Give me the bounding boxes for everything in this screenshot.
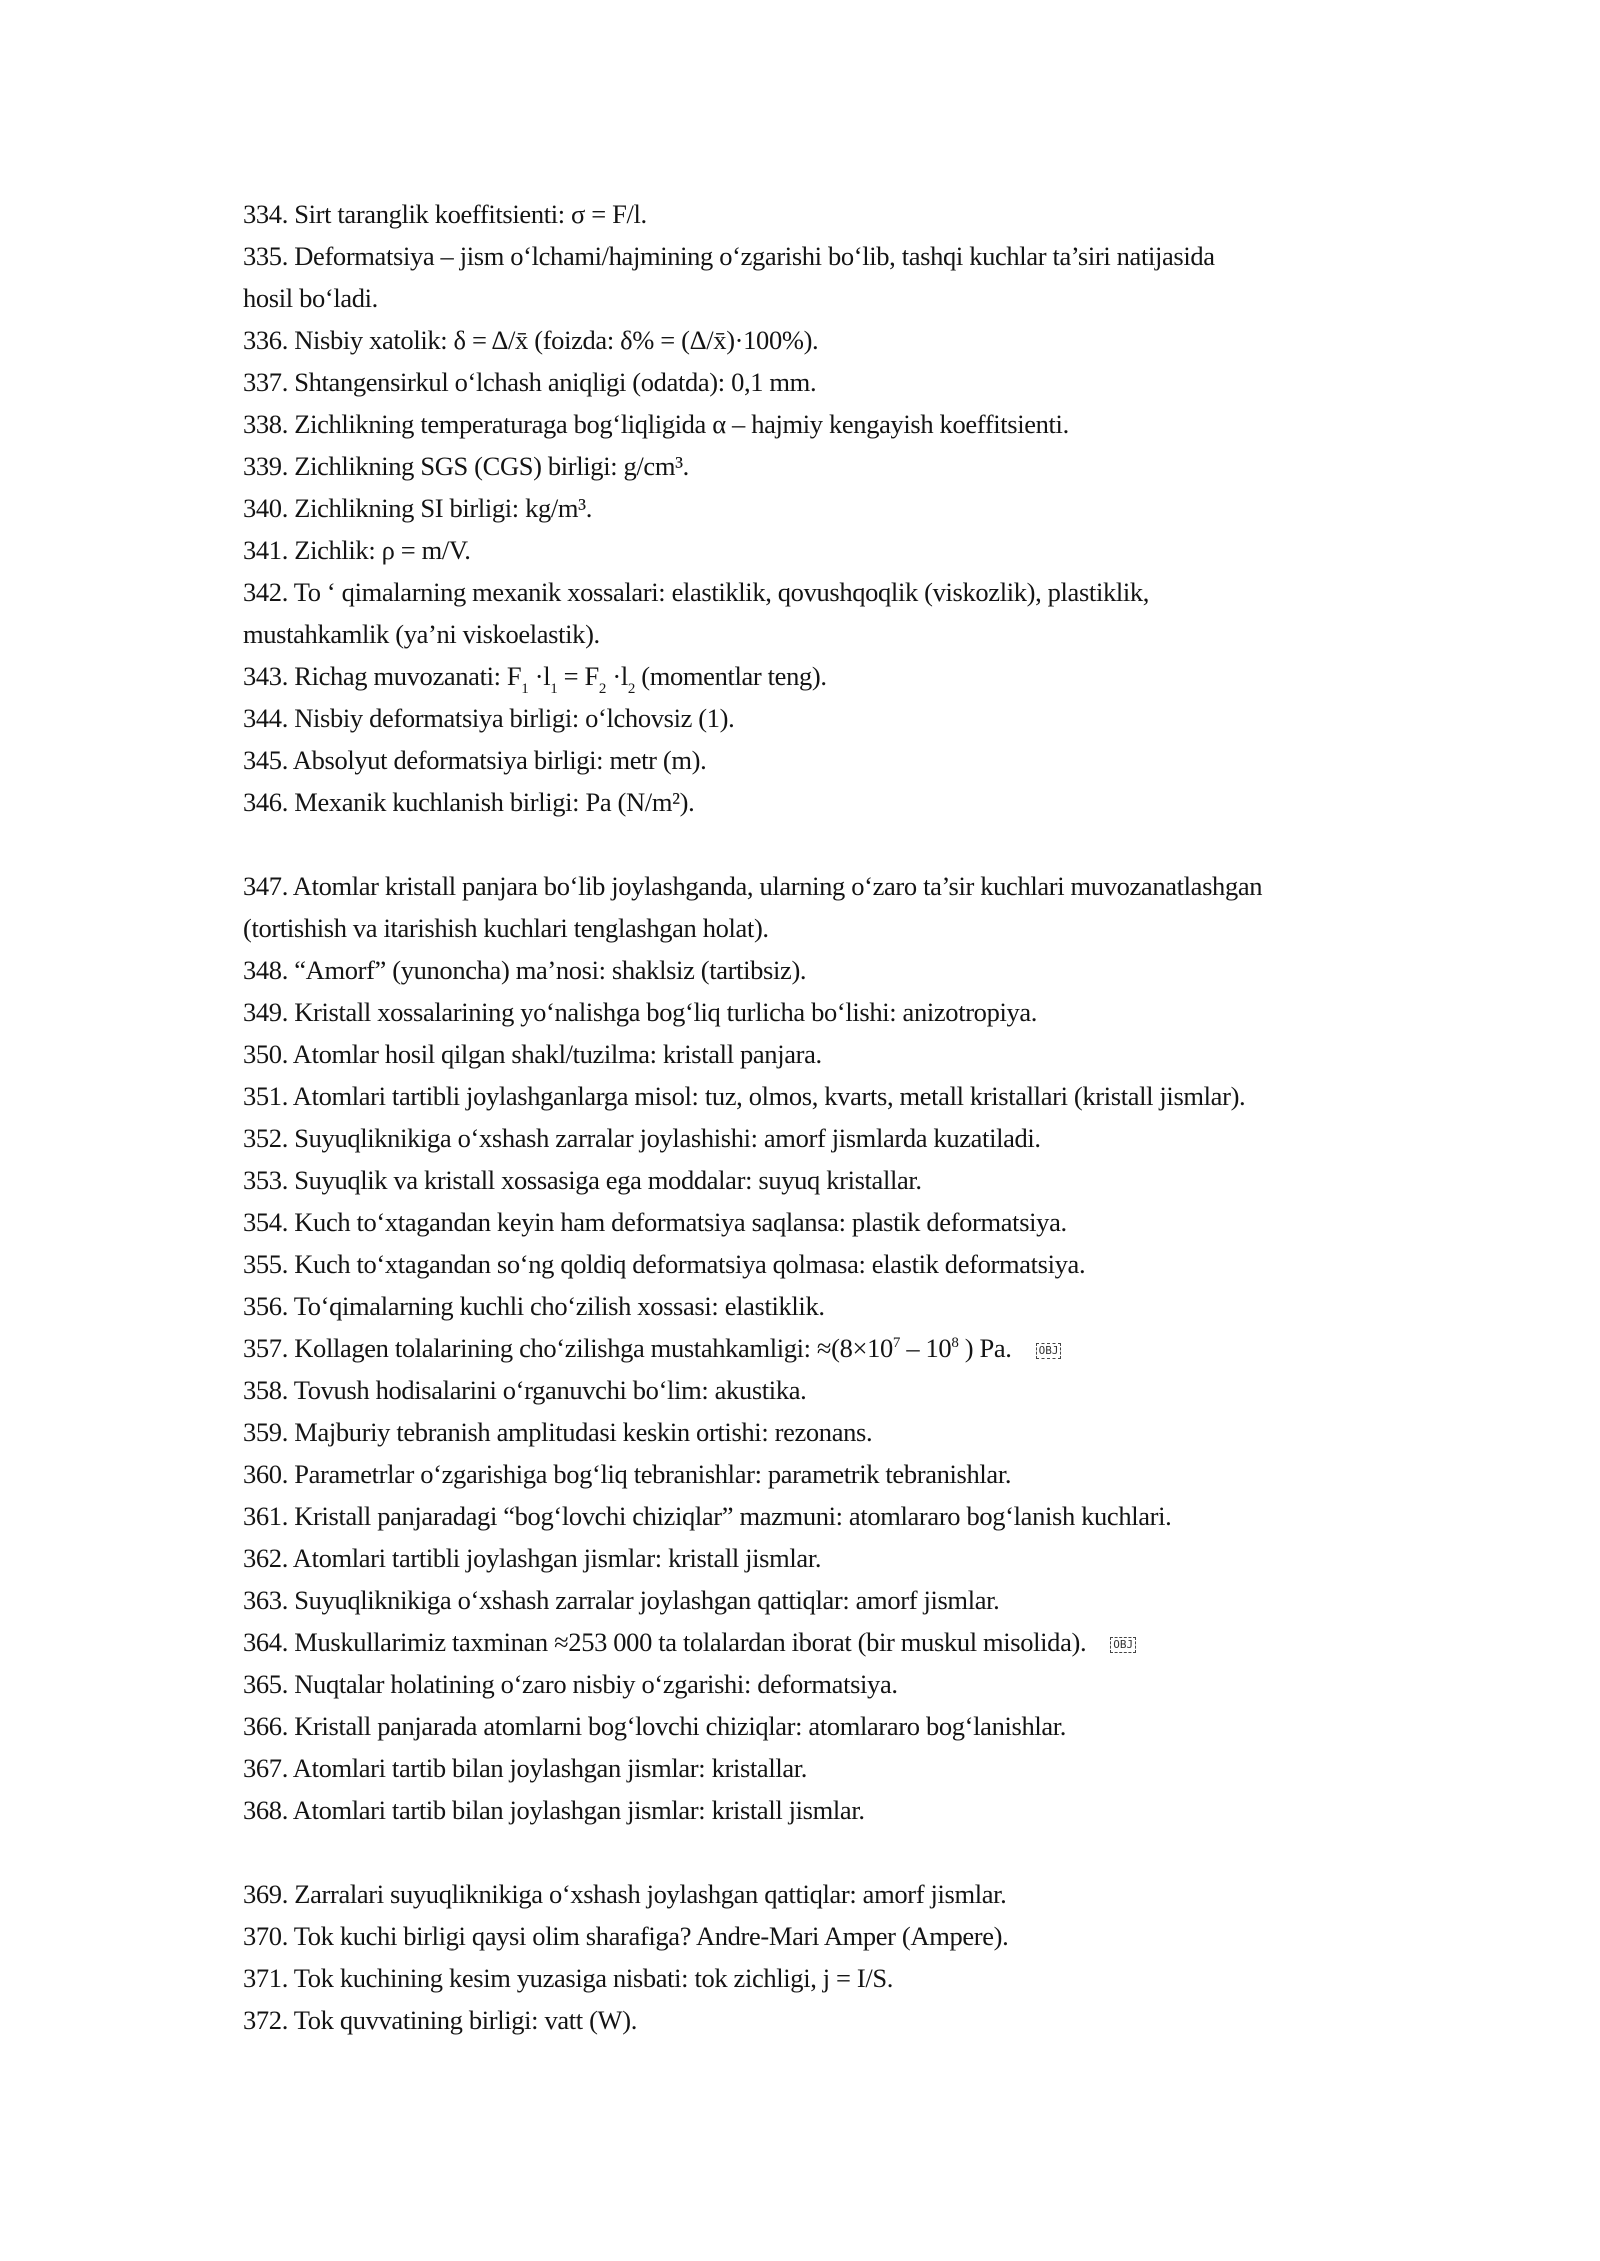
item-347-line-1: 347. Atomlar kristall panjara bo‘lib joylashganda, ularning o‘zaro ta’sir kuchlari muvozanatlashgan <box>243 871 1263 901</box>
item-338: 338. Zichlikning temperaturaga bog‘liqligida α – hajmiy kengayish koeffitsienti. <box>243 409 1069 439</box>
item-341: 341. Zichlik: ρ = m/V. <box>243 535 471 565</box>
item-344: 344. Nisbiy deformatsiya birligi: o‘lchovsiz (1). <box>243 703 735 733</box>
item-357 <box>243 1327 1378 1369</box>
item-351: 351. Atomlari tartibli joylashganlarga misol: tuz, olmos, kvarts, metall kristallari (kristall jismlar). <box>243 1081 1246 1111</box>
item-343 <box>243 655 1378 697</box>
section-gap <box>243 1831 1378 1873</box>
item-345: 345. Absolyut deformatsiya birligi: metr (m). <box>243 745 707 775</box>
item-343-text-a: 343. Richag muvozanati: F <box>243 661 522 691</box>
item-370: 370. Tok kuchi birligi qaysi olim sharafiga? Andre-Mari Amper (Ampere). <box>243 1921 1009 1951</box>
item-342-line-2: mustahkamlik (ya’ni viskoelastik). <box>243 619 600 649</box>
item-356: 356. To‘qimalarning kuchli cho‘zilish xossasi: elastiklik. <box>243 1291 825 1321</box>
item-365: 365. Nuqtalar holatining o‘zaro nisbiy o‘zgarishi: deformatsiya. <box>243 1669 898 1699</box>
item-361: 361. Kristall panjaradagi “bog‘lovchi chiziqlar” mazmuni: atomlararo bog‘lanish kuchlari. <box>243 1501 1172 1531</box>
item-353: 353. Suyuqlik va kristall xossasiga ega moddalar: suyuq kristallar. <box>243 1165 922 1195</box>
subscript-1: 1 <box>521 681 529 697</box>
section-gap <box>243 823 1378 865</box>
item-354: 354. Kuch to‘xtagandan keyin ham deformatsiya saqlansa: plastik deformatsiya. <box>243 1207 1067 1237</box>
superscript-7: 7 <box>892 1335 901 1351</box>
item-349: 349. Kristall xossalarining yo‘nalishga bog‘liq turlicha bo‘lishi: anizotropiya. <box>243 997 1038 1027</box>
item-347-line-2: (tortishish va itarishish kuchlari tenglashgan holat). <box>243 913 769 943</box>
item-367: 367. Atomlari tartib bilan joylashgan jismlar: kristallar. <box>243 1753 808 1783</box>
item-343-text-c: = F <box>557 661 599 691</box>
item-343-text-d: ·l <box>606 661 628 691</box>
item-346: 346. Mexanik kuchlanish birligi: Pa (N/m²). <box>243 787 695 817</box>
item-358: 358. Tovush hodisalarini o‘rganuvchi bo‘lim: akustika. <box>243 1375 807 1405</box>
item-366: 366. Kristall panjarada atomlarni bog‘lovchi chiziqlar: atomlararo bog‘lanishlar. <box>243 1711 1067 1741</box>
subscript-1b: 1 <box>550 681 558 697</box>
item-364-text: 364. Muskullarimiz taxminan ≈253 000 ta tolalardan iborat (bir muskul misolida). <box>243 1627 1087 1657</box>
item-339: 339. Zichlikning SGS (CGS) birligi: g/cm³. <box>243 451 689 481</box>
item-359: 359. Majburiy tebranish amplitudasi keskin ortishi: rezonans. <box>243 1417 873 1447</box>
item-363: 363. Suyuqliknikiga o‘xshash zarralar joylashgan qattiqlar: amorf jismlar. <box>243 1585 1000 1615</box>
superscript-8: 8 <box>951 1335 959 1351</box>
item-368: 368. Atomlari tartib bilan joylashgan jismlar: kristall jismlar. <box>243 1795 865 1825</box>
item-343-text-b: ·l <box>528 661 551 691</box>
item-371: 371. Tok kuchining kesim yuzasiga nisbati: tok zichligi, j = I/S. <box>243 1963 894 1993</box>
item-337: 337. Shtangensirkul o‘lchash aniqligi (odatda): 0,1 mm. <box>243 367 817 397</box>
item-343-text-e: (momentlar teng). <box>635 661 827 691</box>
item-364 <box>243 1621 1378 1663</box>
item-357-text-c: ) Pa. <box>958 1333 1012 1363</box>
object-placeholder-icon: OBJ <box>1036 1343 1062 1359</box>
object-placeholder-icon: OBJ <box>1110 1637 1136 1653</box>
item-355: 355. Kuch to‘xtagandan so‘ng qoldiq deformatsiya qolmasa: elastik deformatsiya. <box>243 1249 1086 1279</box>
item-335-line-2: hosil bo‘ladi. <box>243 283 378 313</box>
item-357-text-b: – 10 <box>900 1333 952 1363</box>
item-340: 340. Zichlikning SI birligi: kg/m³. <box>243 493 593 523</box>
subscript-2b: 2 <box>627 681 635 697</box>
item-372: 372. Tok quvvatining birligi: vatt (W). <box>243 2005 637 2035</box>
item-336: 336. Nisbiy xatolik: δ = Δ/x̄ (foizda: δ% = (Δ/x̄)·100%). <box>243 325 819 355</box>
item-352: 352. Suyuqliknikiga o‘xshash zarralar joylashishi: amorf jismlarda kuzatiladi. <box>243 1123 1041 1153</box>
item-348: 348. “Amorf” (yunoncha) ma’nosi: shaklsiz (tartibsiz). <box>243 955 807 985</box>
subscript-2: 2 <box>598 681 607 697</box>
item-335-line-1: 335. Deformatsiya – jism o‘lchami/hajmining o‘zgarishi bo‘lib, tashqi kuchlar ta’siri natijasida <box>243 241 1215 271</box>
item-360: 360. Parametrlar o‘zgarishiga bog‘liq tebranishlar: parametrik tebranishlar. <box>243 1459 1012 1489</box>
item-350: 350. Atomlar hosil qilgan shakl/tuzilma: kristall panjara. <box>243 1039 822 1069</box>
document-body <box>243 193 1378 2041</box>
item-362: 362. Atomlari tartibli joylashgan jismlar: kristall jismlar. <box>243 1543 822 1573</box>
item-342-line-1: 342. To ‘ qimalarning mexanik xossalari: elastiklik, qovushqoqlik (viskozlik), plastiklik, <box>243 577 1150 607</box>
item-334: 334. Sirt taranglik koeffitsienti: σ = F/l. <box>243 199 647 229</box>
item-357-text-a: 357. Kollagen tolalarining cho‘zilishga mustahkamligi: ≈(8×10 <box>243 1333 893 1363</box>
item-369: 369. Zarralari suyuqliknikiga o‘xshash joylashgan qattiqlar: amorf jismlar. <box>243 1879 1007 1909</box>
